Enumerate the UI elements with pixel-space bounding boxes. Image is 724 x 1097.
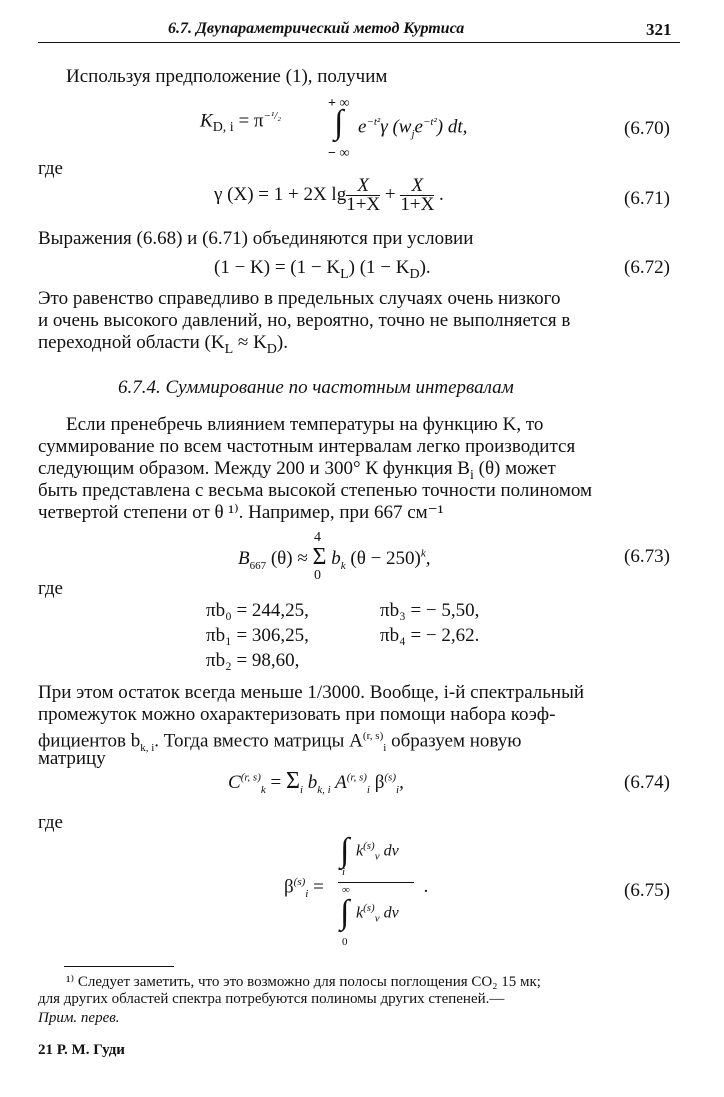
- footnote-line-1: ¹⁾ Следует заметить, что это возможно для полосы поглощения CO₂ 15 мк;: [66, 974, 541, 990]
- eq74-beta-sup: (s): [384, 771, 396, 784]
- eq75-denominator: [356, 902, 399, 925]
- p4-line3-a: следующим образом. Между 200 и 300° К функция B: [38, 458, 470, 479]
- eq70-e2-sup: −t²: [422, 116, 437, 128]
- p5-line3-sub-ki: k, i: [140, 742, 155, 755]
- eq71-frac2: [400, 177, 434, 214]
- p3-line3-sub-d: D: [266, 341, 277, 357]
- p5-line3-c: образуем новую: [386, 730, 522, 752]
- page-number: 321: [646, 20, 672, 39]
- eq70-e: e: [358, 116, 367, 138]
- printer-signature: 21 Р. М. Гуди: [38, 1042, 125, 1058]
- eq73-lhs-rest: (θ) ≈: [270, 548, 308, 569]
- equation-number-6-75: (6.75): [624, 880, 670, 901]
- eq73-rhs-rest: (θ − 250): [350, 548, 421, 569]
- paragraph-4-line-4: быть представлена с весьма высокой степенью точности полиномом: [38, 480, 593, 501]
- eq73-b-sub: 667: [249, 559, 267, 572]
- eq70-integrand: [358, 116, 467, 140]
- p5-line3-sub-i: i: [383, 742, 387, 755]
- eq74-a-sup: (r, s): [346, 771, 367, 784]
- eq75-den-upper: ∞: [342, 884, 350, 896]
- eq71-frac1-num: X: [346, 177, 380, 196]
- eq70-upper-limit: + ∞: [328, 96, 350, 111]
- paragraph-intro: Используя предположение (1), получим: [66, 66, 388, 87]
- coefficient-b1: πb₁ = 306,25,: [206, 625, 309, 646]
- eq75-num-k: k: [356, 842, 364, 860]
- footnote-rule: [64, 966, 174, 967]
- eq70-lower-limit: − ∞: [328, 146, 350, 161]
- eq72-part1: (1 − K) = (1 − K: [214, 257, 341, 278]
- eq75-equals: =: [313, 876, 324, 898]
- eq70-integral-sign: ∫: [334, 104, 344, 141]
- paragraph-5-line-3: [38, 726, 521, 759]
- eq71-dot: .: [439, 183, 444, 205]
- eq75-den-lower: 0: [342, 936, 348, 948]
- footnote-line-3: Прим. перев.: [38, 1010, 120, 1026]
- eq70-pi-sup: −¹/₂: [263, 110, 282, 122]
- eq72-part3: ).: [419, 257, 431, 278]
- eq71-plus: +: [384, 183, 396, 205]
- p3-line3-sub-l: L: [224, 341, 234, 357]
- equation-6-70: [200, 110, 281, 136]
- equation-number-6-70: (6.70): [624, 118, 670, 139]
- eq72-part2: ) (1 − K: [348, 257, 410, 278]
- equation-number-6-74: (6.74): [624, 772, 670, 793]
- equation-number-6-71: (6.71): [624, 188, 670, 209]
- eq75-den-dv: dν: [383, 904, 399, 922]
- eq71-frac2-num: X: [400, 177, 434, 196]
- equation-number-6-73: (6.73): [624, 546, 670, 567]
- eq74-a: A: [335, 772, 347, 793]
- paragraph-combination: Выражения (6.68) и (6.71) объединяются при условии: [38, 228, 474, 249]
- eq75-num-dv: dν: [383, 842, 399, 860]
- equation-6-71: [214, 177, 444, 214]
- where-label-2: где: [38, 578, 63, 599]
- p3-line3-c: ).: [276, 332, 288, 353]
- equation-6-72: [214, 257, 431, 283]
- coefficient-b3: πb₃ = − 5,50,: [380, 600, 480, 621]
- eq75-num-lower: i: [342, 866, 346, 878]
- p3-line3-a: переходной области (K: [38, 332, 225, 353]
- where-label-1: где: [38, 158, 63, 179]
- eq71-frac1-den: 1+X: [346, 194, 381, 215]
- eq74-c-sup: (r, s): [240, 771, 261, 784]
- eq73-sigma: Σ: [312, 544, 327, 570]
- eq75-den-sup: (s): [363, 902, 375, 914]
- eq73-sum-lower: 0: [314, 568, 321, 583]
- eq70-lhs: K: [200, 110, 213, 132]
- eq71-frac2-den: 1+X: [400, 194, 435, 215]
- eq70-j: j: [411, 128, 415, 141]
- eq74-c-sub: k: [260, 783, 266, 796]
- header-rule: [38, 42, 680, 43]
- eq75-dot: .: [424, 876, 429, 897]
- eq75-den-k: k: [356, 904, 364, 922]
- eq71-lhs: γ (X) = 1 + 2X lg: [214, 183, 347, 205]
- eq74-beta-sub: i: [396, 783, 400, 796]
- eq70-lhs-sub: D, i: [212, 120, 234, 136]
- coefficient-b0: πb₀ = 244,25,: [206, 600, 309, 621]
- paragraph-3-line-3: [38, 332, 288, 360]
- eq73-b-k-sub: k: [340, 559, 346, 572]
- eq75-beta-sub: i: [305, 888, 309, 901]
- eq74-sigma: Σ: [285, 768, 300, 794]
- p3-line3-b: ≈ K: [233, 332, 267, 353]
- paragraph-4-line-1: Если пренебречь влиянием температуры на функцию K, то: [66, 414, 544, 435]
- eq71-frac1: [346, 177, 380, 214]
- paragraph-4-line-5: четвертой степени от θ ¹⁾. Например, при 667 см⁻¹: [38, 502, 444, 523]
- paragraph-4-line-2: суммирование по всем частотным интервалам легко производится: [38, 436, 576, 457]
- running-header-title: 6.7. Двупараметрический метод Куртиса: [168, 20, 465, 37]
- eq75-den-integral-sign: ∫: [340, 894, 350, 931]
- paragraph-3-line-1: Это равенство справедливо в предельных случаях очень низкого: [38, 288, 561, 309]
- subsection-heading: 6.7.4. Суммирование по частотным интервалам: [118, 377, 514, 398]
- eq74-b: b: [307, 772, 318, 793]
- eq70-e2: e: [414, 116, 423, 138]
- eq74-a-sub: i: [366, 783, 370, 796]
- eq75-num-integral-sign: ∫: [340, 832, 350, 869]
- eq70-e-sup: −t²: [366, 116, 381, 128]
- footnote-line-2: для других областей спектра потребуются полиномы других степеней.—: [38, 991, 505, 1007]
- eq75-beta: β: [284, 876, 294, 898]
- eq75-numerator: [356, 840, 399, 863]
- eq74-beta: β: [374, 772, 385, 793]
- eq75-num-sub: ν: [374, 850, 380, 863]
- paragraph-3-line-2: и очень высокого давлений, но, вероятно, точно не выполняется в: [38, 310, 571, 331]
- eq75-fraction-bar: [338, 882, 414, 883]
- eq74-comma: ,: [399, 772, 404, 793]
- eq75-den-sub: ν: [374, 912, 380, 925]
- equation-6-74: [228, 768, 404, 796]
- eq73-b-k: b: [331, 548, 341, 569]
- coefficient-b2: πb₂ = 98,60,: [206, 650, 300, 671]
- eq75-num-sup: (s): [363, 840, 375, 852]
- equation-6-75-lhs: [284, 876, 324, 900]
- eq74-sigma-sub: i: [299, 783, 303, 796]
- eq74-c: C: [228, 772, 241, 793]
- eq73-rhs-sup: k: [420, 547, 426, 560]
- eq70-gamma: γ (w: [380, 116, 412, 138]
- eq70-pi: = π: [238, 110, 264, 132]
- eq73-comma: ,: [425, 548, 431, 569]
- eq74-b-sub: k, i: [317, 783, 331, 796]
- eq74-equals: =: [270, 772, 282, 793]
- paragraph-5-line-2: промежуток можно охарактеризовать при помощи набора коэф-: [38, 704, 556, 725]
- p5-line3-sup-rs: (r, s): [362, 730, 384, 742]
- paragraph-5-line-1: При этом остаток всегда меньше 1/3000. Вообще, i-й спектральный: [38, 682, 585, 703]
- equation-6-73: [238, 544, 431, 572]
- eq72-sub-d: D: [409, 266, 420, 282]
- paragraph-5-line-4: матрицу: [38, 748, 106, 769]
- coefficient-b4: πb₄ = − 2,62.: [380, 625, 480, 646]
- eq72-sub-l: L: [340, 266, 349, 282]
- p5-line3-b: . Тогда вместо матрицы A: [154, 730, 363, 752]
- eq70-dt: ) dt,: [436, 116, 468, 138]
- p4-line3-sub-i: i: [469, 467, 474, 483]
- eq73-b: B: [238, 548, 250, 569]
- p4-line3-b: (θ) может: [473, 458, 556, 479]
- equation-number-6-72: (6.72): [624, 257, 670, 278]
- p5-line3-a: фициентов b: [38, 730, 141, 752]
- eq75-beta-sup: (s): [293, 876, 306, 888]
- where-label-3: где: [38, 812, 63, 833]
- eq73-sum-upper: 4: [314, 530, 321, 545]
